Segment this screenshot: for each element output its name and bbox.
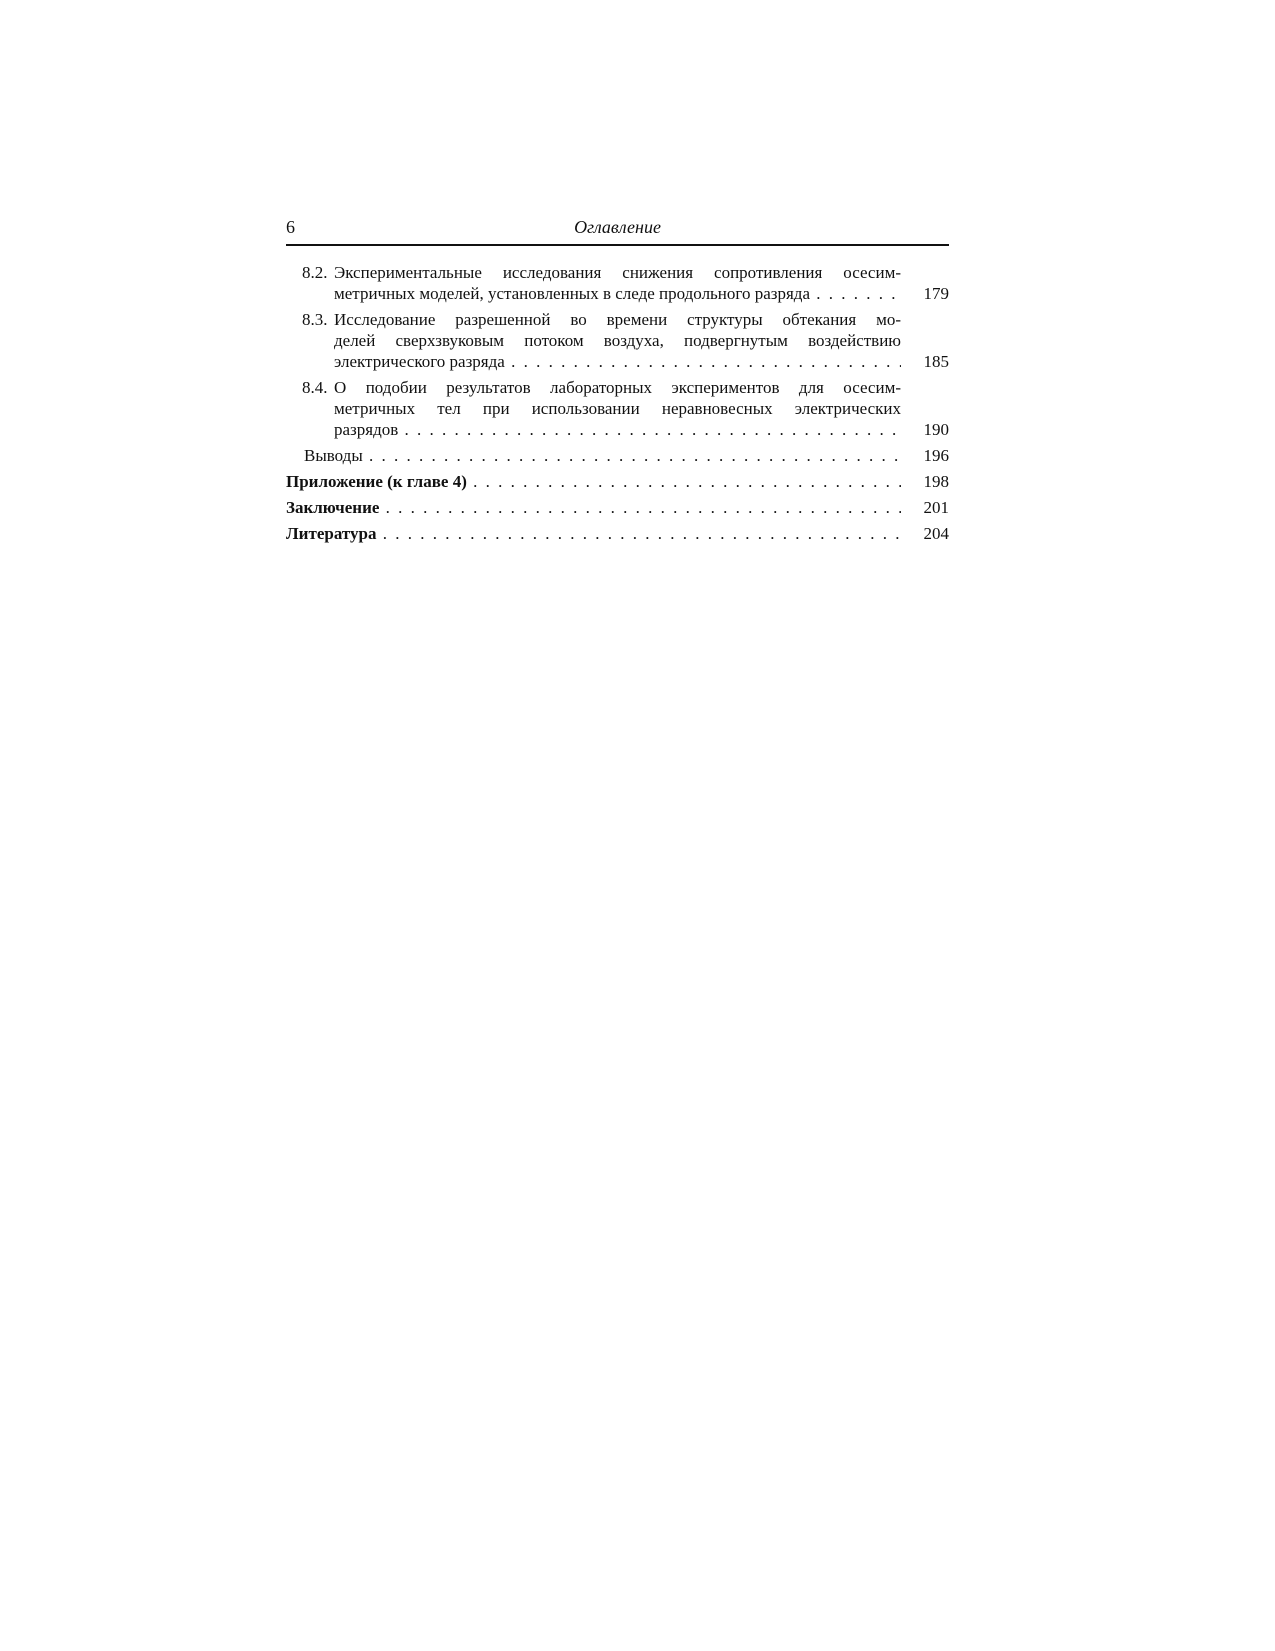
toc-entry-page: 198: [923, 472, 949, 491]
toc-entry-title: [334, 262, 901, 304]
toc-entry-line: Исследование разрешенной во времени структуры обтекания мо-: [334, 310, 901, 329]
page-header: [286, 216, 949, 246]
table-of-contents: [286, 262, 949, 549]
page-number: 6: [286, 217, 295, 237]
toc-entry-line: метричных тел при использовании неравновесных электрических: [334, 399, 901, 418]
running-title: Оглавление: [574, 217, 661, 237]
toc-entry-title: [286, 471, 901, 492]
toc-entry-page: 190: [923, 420, 949, 439]
toc-entry-line: Литература . . .: [286, 523, 901, 544]
toc-entry-line: Приложение (к главе 4) . . .: [286, 471, 901, 492]
toc-entry-8-2[interactable]: [286, 262, 949, 304]
toc-entry-line: делей сверхзвуковым потоком воздуха, подвергнутым воздействию: [334, 331, 901, 350]
toc-entry-literature[interactable]: [286, 523, 949, 544]
toc-entry-line: разрядов . . .: [334, 419, 901, 440]
toc-entry-line: Заключение . . .: [286, 497, 901, 518]
toc-entry-appendix[interactable]: [286, 471, 949, 492]
toc-entry-title: [304, 445, 901, 466]
toc-entry-title: [286, 523, 901, 544]
toc-entry-line: Выводы . . .: [304, 445, 901, 466]
toc-entry-number: 8.2.: [302, 263, 328, 282]
toc-entry-conclusions[interactable]: [286, 445, 949, 466]
toc-entry-page: 201: [923, 498, 949, 517]
toc-entry-title: [334, 377, 901, 440]
toc-entry-line: О подобии результатов лабораторных экспериментов для осесим-: [334, 378, 901, 397]
toc-entry-page: 179: [923, 284, 949, 303]
toc-entry-page: 204: [923, 524, 949, 543]
toc-entry-line: метричных моделей, установленных в следе продольного разряда . . .: [334, 283, 901, 304]
toc-entry-title: [334, 309, 901, 372]
toc-entry-number: 8.3.: [302, 310, 328, 329]
toc-entry-8-3[interactable]: [286, 309, 949, 372]
toc-entry-number: 8.4.: [302, 378, 328, 397]
toc-entry-line: Экспериментальные исследования снижения сопротивления осесим-: [334, 263, 901, 282]
toc-entry-8-4[interactable]: [286, 377, 949, 440]
toc-entry-page: 185: [923, 352, 949, 371]
toc-entry-title: [286, 497, 901, 518]
toc-entry-line: электрического разряда . . .: [334, 351, 901, 372]
toc-entry-conclusion[interactable]: [286, 497, 949, 518]
toc-entry-page: 196: [923, 446, 949, 465]
